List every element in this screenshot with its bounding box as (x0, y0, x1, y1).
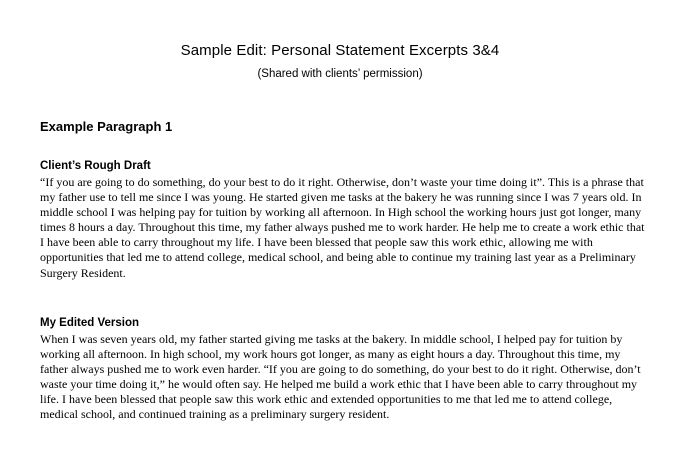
section-heading: Example Paragraph 1 (40, 119, 173, 134)
document-title: Sample Edit: Personal Statement Excerpts 3&4 (180, 42, 500, 59)
edited-version-paragraph: When I was seven years old, my father started giving me tasks at the bakery. In middle school, I helped pay for tuition by working all afternoon. In high school, my work hours got longer, as many as eight hours a day. Throughout this time, my father always pushed me to work even harder. “If you are going to do something, do your best to do it right. Otherwise, don’t waste your time doing it,” he would often say. He helped me build a work ethic that I have been able to carry throughout my life. I have been blessed that people saw this work ethic and extended opportunities to me that led me to attend college, medical school, and continued training as a preliminary surgery resident. (40, 332, 641, 422)
edited-version-heading: My Edited Version (40, 317, 140, 329)
rough-draft-heading: Client’s Rough Draft (40, 160, 151, 172)
rough-draft-paragraph: “If you are going to do something, do your best to do it right. Otherwise, don’t waste your time doing it”. This is a phrase that my father use to tell me since I was young. He started given me tasks at the bakery he was running since I was 7 years old. In middle school I was helping pay for tuition by working all afternoon. In High school the working hours just got longer, many times 8 hours a day. Throughout this time, my father always pushed me to work harder. He help me to create a work ethic that I have been able to carry throughout my life. I have been blessed that people saw this work ethic, allowing me with opportunities that led me to attend college, medical school, and being able to continue my training last year as a Preliminary Surgery Resident. (40, 175, 645, 280)
document-subtitle: (Shared with clients’ permission) (257, 68, 423, 80)
